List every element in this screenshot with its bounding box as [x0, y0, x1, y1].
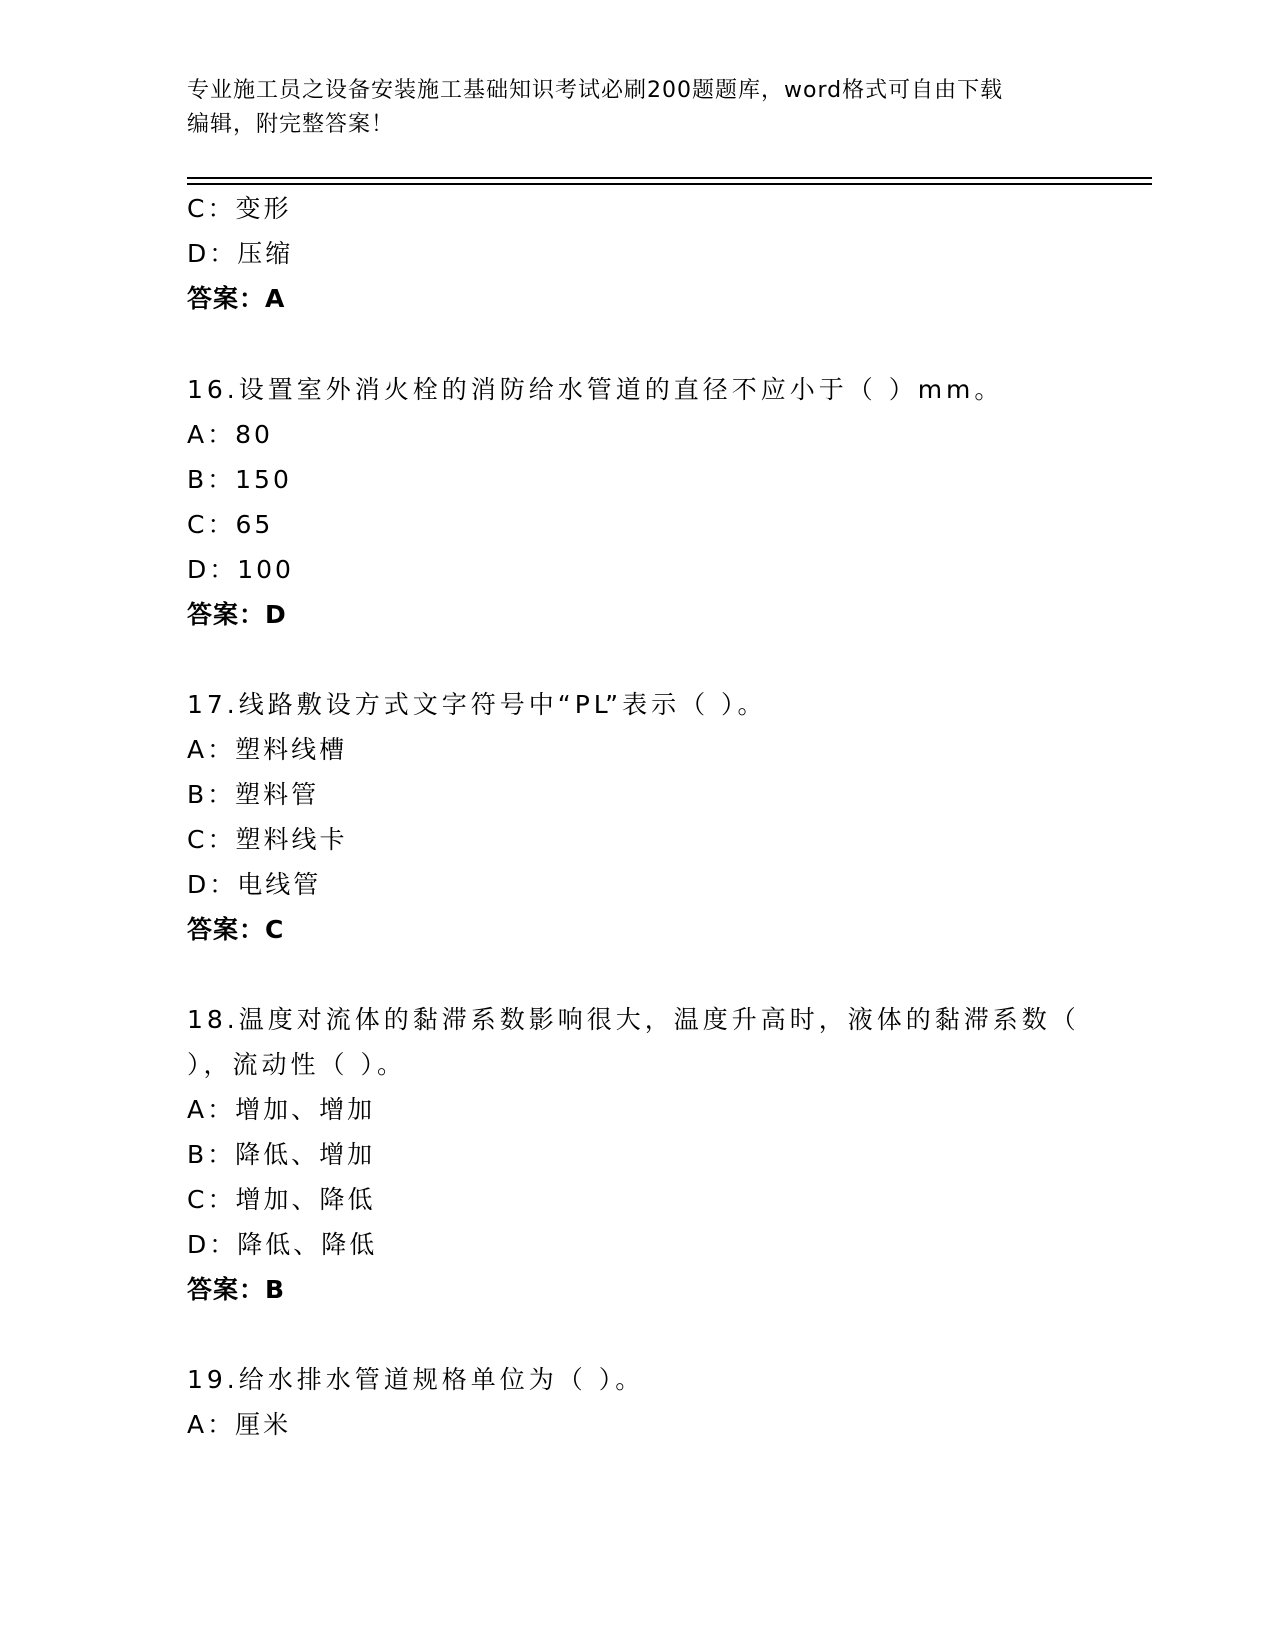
question-19-text: 19.给水排水管道规格单位为（ ）。	[187, 1365, 645, 1394]
header-line-2: 编辑，附完整答案！	[187, 112, 395, 137]
question-17-option-d: D：电线管	[187, 870, 322, 899]
question-18-text-line-1: 18.温度对流体的黏滞系数影响很大，温度升高时，液体的黏滞系数（	[187, 1005, 1080, 1034]
question-18-answer: 答案：B	[187, 1275, 286, 1304]
question-16-option-b: B：150	[187, 465, 292, 494]
question-18-option-d: D：降低、降低	[187, 1230, 378, 1259]
question-18-text-line-2: ），流动性（ ）。	[187, 1050, 406, 1079]
header-divider-top	[187, 177, 1152, 179]
question-18-option-a: A：增加、增加	[187, 1095, 376, 1124]
question-17-option-a: A：塑料线槽	[187, 735, 348, 764]
question-16-option-a: A：80	[187, 420, 273, 449]
option-d: D：压缩	[187, 239, 294, 268]
document-header	[187, 74, 1087, 142]
question-17-answer: 答案：C	[187, 915, 285, 944]
question-19-option-a: A：厘米	[187, 1410, 292, 1439]
question-17-text: 17.线路敷设方式文字符号中“PL”表示（ ）。	[187, 690, 767, 719]
option-c: C：变形	[187, 194, 292, 223]
question-18-option-c: C：增加、降低	[187, 1185, 376, 1214]
header-divider-bottom	[187, 183, 1152, 185]
question-16-option-c: C：65	[187, 510, 274, 539]
question-17-option-c: C：塑料线卡	[187, 825, 348, 854]
question-18-option-b: B：降低、增加	[187, 1140, 376, 1169]
question-17-option-b: B：塑料管	[187, 780, 320, 809]
question-16-option-d: D：100	[187, 555, 294, 584]
answer: 答案：A	[187, 284, 286, 313]
question-16-text: 16.设置室外消火栓的消防给水管道的直径不应小于（ ）mm。	[187, 375, 1004, 404]
header-line-1: 专业施工员之设备安装施工基础知识考试必刷200题题库，word格式可自由下载	[187, 78, 1004, 103]
question-16-answer: 答案：D	[187, 600, 287, 629]
